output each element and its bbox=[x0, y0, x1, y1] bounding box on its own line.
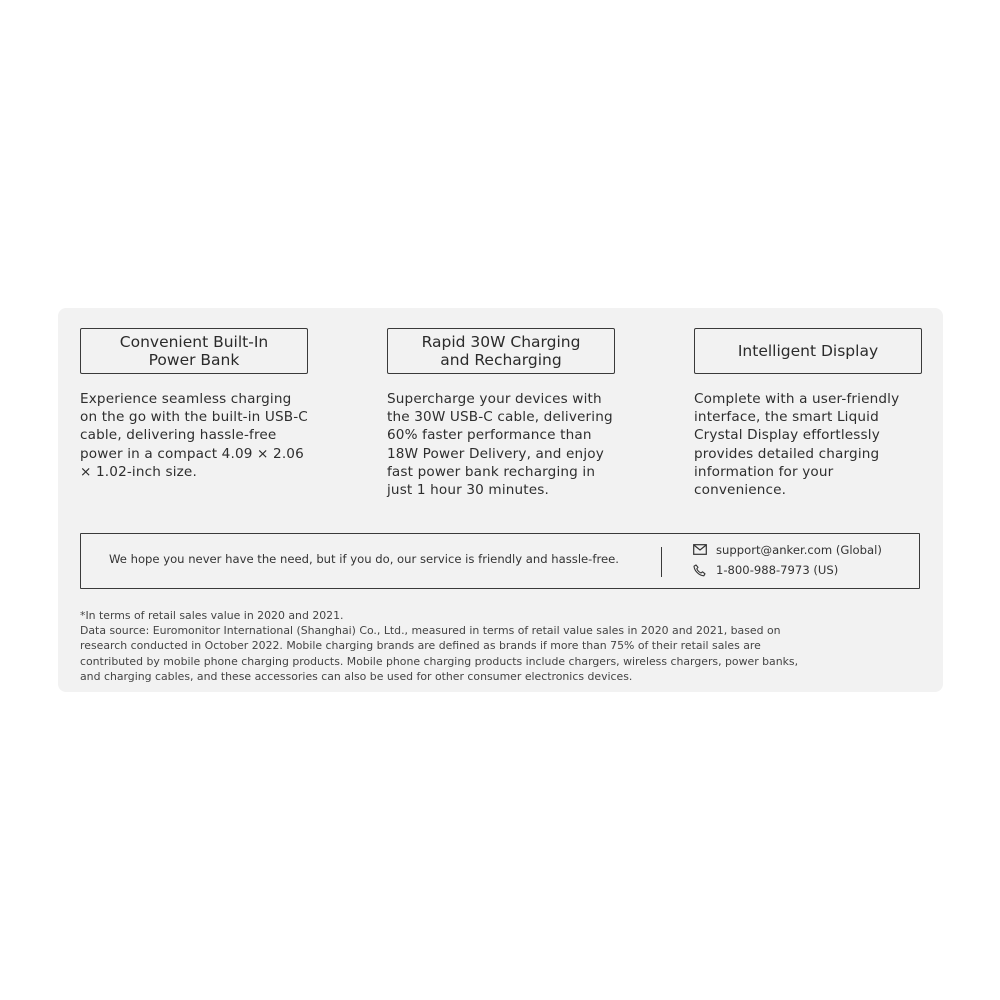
feature-heading: Convenient Built-In Power Bank bbox=[80, 328, 308, 374]
phone-icon bbox=[693, 564, 707, 576]
feature-heading: Rapid 30W Charging and Recharging bbox=[387, 328, 615, 374]
service-message: We hope you never have the need, but if you do, our service is friendly and hassle-free. bbox=[109, 552, 619, 566]
feature-description: Supercharge your devices with the 30W USB-C cable, delivering 60% faster performance than 18W Power Delivery, and enjoy fast power bank recharging in just 1 hour 30 minutes. bbox=[387, 391, 613, 499]
feature-rapid-charging bbox=[387, 328, 617, 499]
feature-heading: Intelligent Display bbox=[694, 328, 922, 374]
service-info-box bbox=[80, 533, 920, 589]
support-phone-row bbox=[693, 563, 838, 577]
vertical-divider bbox=[661, 547, 662, 577]
support-phone[interactable]: 1-800-988-7973 (US) bbox=[716, 563, 839, 577]
feature-description: Complete with a user-friendly interface, the smart Liquid Crystal Display effortlessly provides detailed charging information for your convenience. bbox=[694, 391, 900, 499]
feature-description: Experience seamless charging on the go with the built-in USB-C cable, delivering hassle-free power in a compact 4.09 × 2.06 × 1.02-inch size. bbox=[80, 391, 308, 480]
product-info-panel bbox=[58, 308, 943, 692]
envelope-icon bbox=[693, 544, 707, 556]
footnote-text: *In terms of retail sales value in 2020 and 2021. Data source: Euromonitor International (Shanghai) Co., Ltd., measured in terms of retail value sales in 2020 and 2021, based on research conducted in October 2022. Mobile charging brands are defined as brands if more than 75% of their retail sales are contributed by mobile phone charging products. Mobile phone charging products include chargers, wireless chargers, power banks, and charging cables, and these accessories can also be used for other consumer electronics devices. bbox=[80, 609, 799, 683]
support-email[interactable]: support@anker.com (Global) bbox=[716, 543, 882, 557]
support-email-row bbox=[693, 543, 882, 557]
feature-built-in-power-bank bbox=[80, 328, 310, 481]
feature-intelligent-display bbox=[694, 328, 924, 499]
